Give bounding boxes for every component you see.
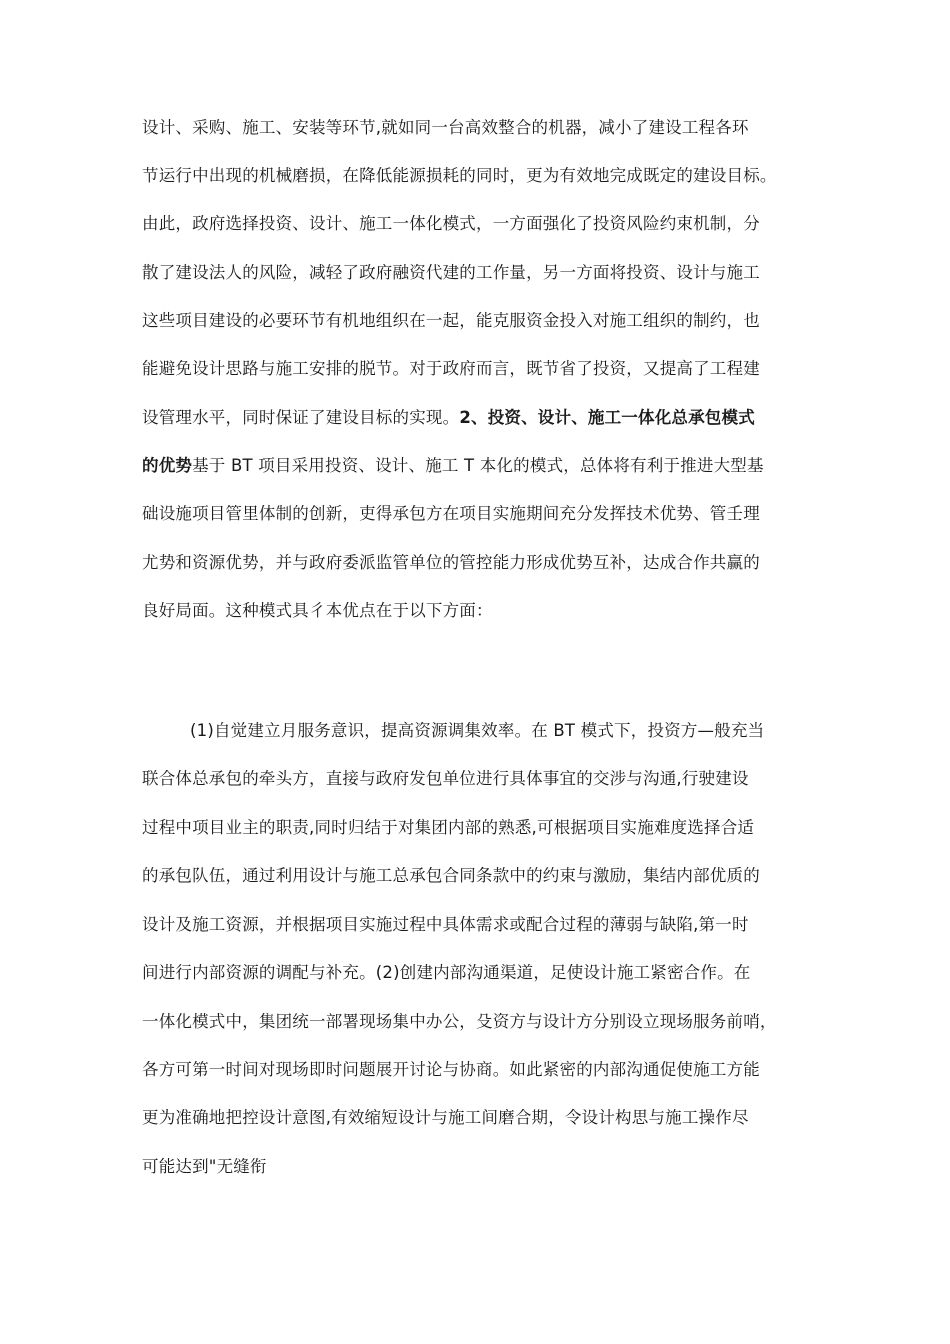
paragraph1-line-8 bbox=[142, 452, 822, 480]
paragraph1-line-1: 设计、采购、施工、安装等环节,就如同一台高效整合的机器，减小了建设工程各环 bbox=[142, 118, 749, 137]
paragraph2-line-8: 各方可第一时间对现场即时问题展开讨论与协商。如此紧密的内部沟通促使施工方能 bbox=[142, 1060, 760, 1079]
paragraph2-line-1: (1)自觉建立月服务意识，提高资源调集效率。在 BT 模式下，投资方—般充当 bbox=[190, 721, 765, 740]
paragraph2-line-5: 设计及施工资源，并根据项目实施过程中具体需求或配合过程的薄弱与缺陷,第一时 bbox=[142, 915, 749, 934]
paragraph2-line-9: 更为准确地把控设计意图,有效缩短设计与施工间磨合期，令设计构思与施工操作尽 bbox=[142, 1108, 749, 1127]
paragraph1-line-4: 散了建设法人的风险，减轻了政府融资代建的工作量，另一方面将投资、设计与施工 bbox=[142, 263, 760, 282]
paragraph1-line-9: 础设施项目管里体制的创新，吏得承包方在项目实施期间充分发挥技术优势、管壬理 bbox=[142, 504, 760, 523]
paragraph2-line-7: 一体化模式中，集团统一部署现场集中办公，殳资方与设计方分别设立现场服务前哨， bbox=[142, 1012, 777, 1031]
paragraph1-line-8-text: 基于 BT 项目采用投资、设计、施工 T 本化的模式，总体将有利于推进大型基 bbox=[192, 456, 764, 475]
paragraph1-line-2: 节运行中出现的机械磨损，在降低能源损耗的同时，更为有效地完成既定的建设目标。 bbox=[142, 166, 777, 185]
paragraph1-line-11: 良好局面。这种模式具彳本优点在于以下方面： bbox=[142, 601, 493, 620]
paragraph2-line-2: 联合体总承包的牵头方，直接与政府发包单位进行具体事宜的交涉与沟通,行驶建设 bbox=[142, 769, 749, 788]
paragraph1-line-10: 尤势和资源优势，并与政府委派监管单位的管控能力形成优势互补，达成合作共赢的 bbox=[142, 553, 760, 572]
paragraph2-line-4: 的承包队伍，通过利用设计与施工总承包合同条款中的约束与激励，集结内部优质的 bbox=[142, 866, 760, 885]
section-heading-part-2: 的优势 bbox=[142, 456, 193, 475]
paragraph1-line-5: 这些项目建设的必要环节有机地组织在一起，能克服资金投入对施工组织的制约，也 bbox=[142, 311, 760, 330]
section-heading-part-1: 2、投资、设计、施工一体化总承包模式 bbox=[459, 408, 755, 427]
paragraph1-line-7 bbox=[142, 404, 822, 432]
paragraph2-line-6: 间进行内部资源的调配与补充。(2)创建内部沟通渠道，足使设计施工紧密合作。在 bbox=[142, 963, 751, 982]
paragraph2-line-10: 可能达到"无缝衔 bbox=[142, 1157, 267, 1176]
paragraph1-line-6: 能避免设计思路与施工安排的脱节。对于政府而言，既节省了投资，又提高了工程建 bbox=[142, 359, 760, 378]
paragraph2-line-3: 过程中项目业主的职责,同时归结于对集团内部的熟悉,可根据项目实施难度选择合适 bbox=[142, 818, 755, 837]
paragraph1-line-7-text: 设管理水平，同时保证了建设目标的实现。 bbox=[142, 408, 460, 427]
paragraph1-line-3: 由此，政府选择投资、设计、施工一体化模式，一方面强化了投资风险约束机制，分 bbox=[142, 214, 760, 233]
